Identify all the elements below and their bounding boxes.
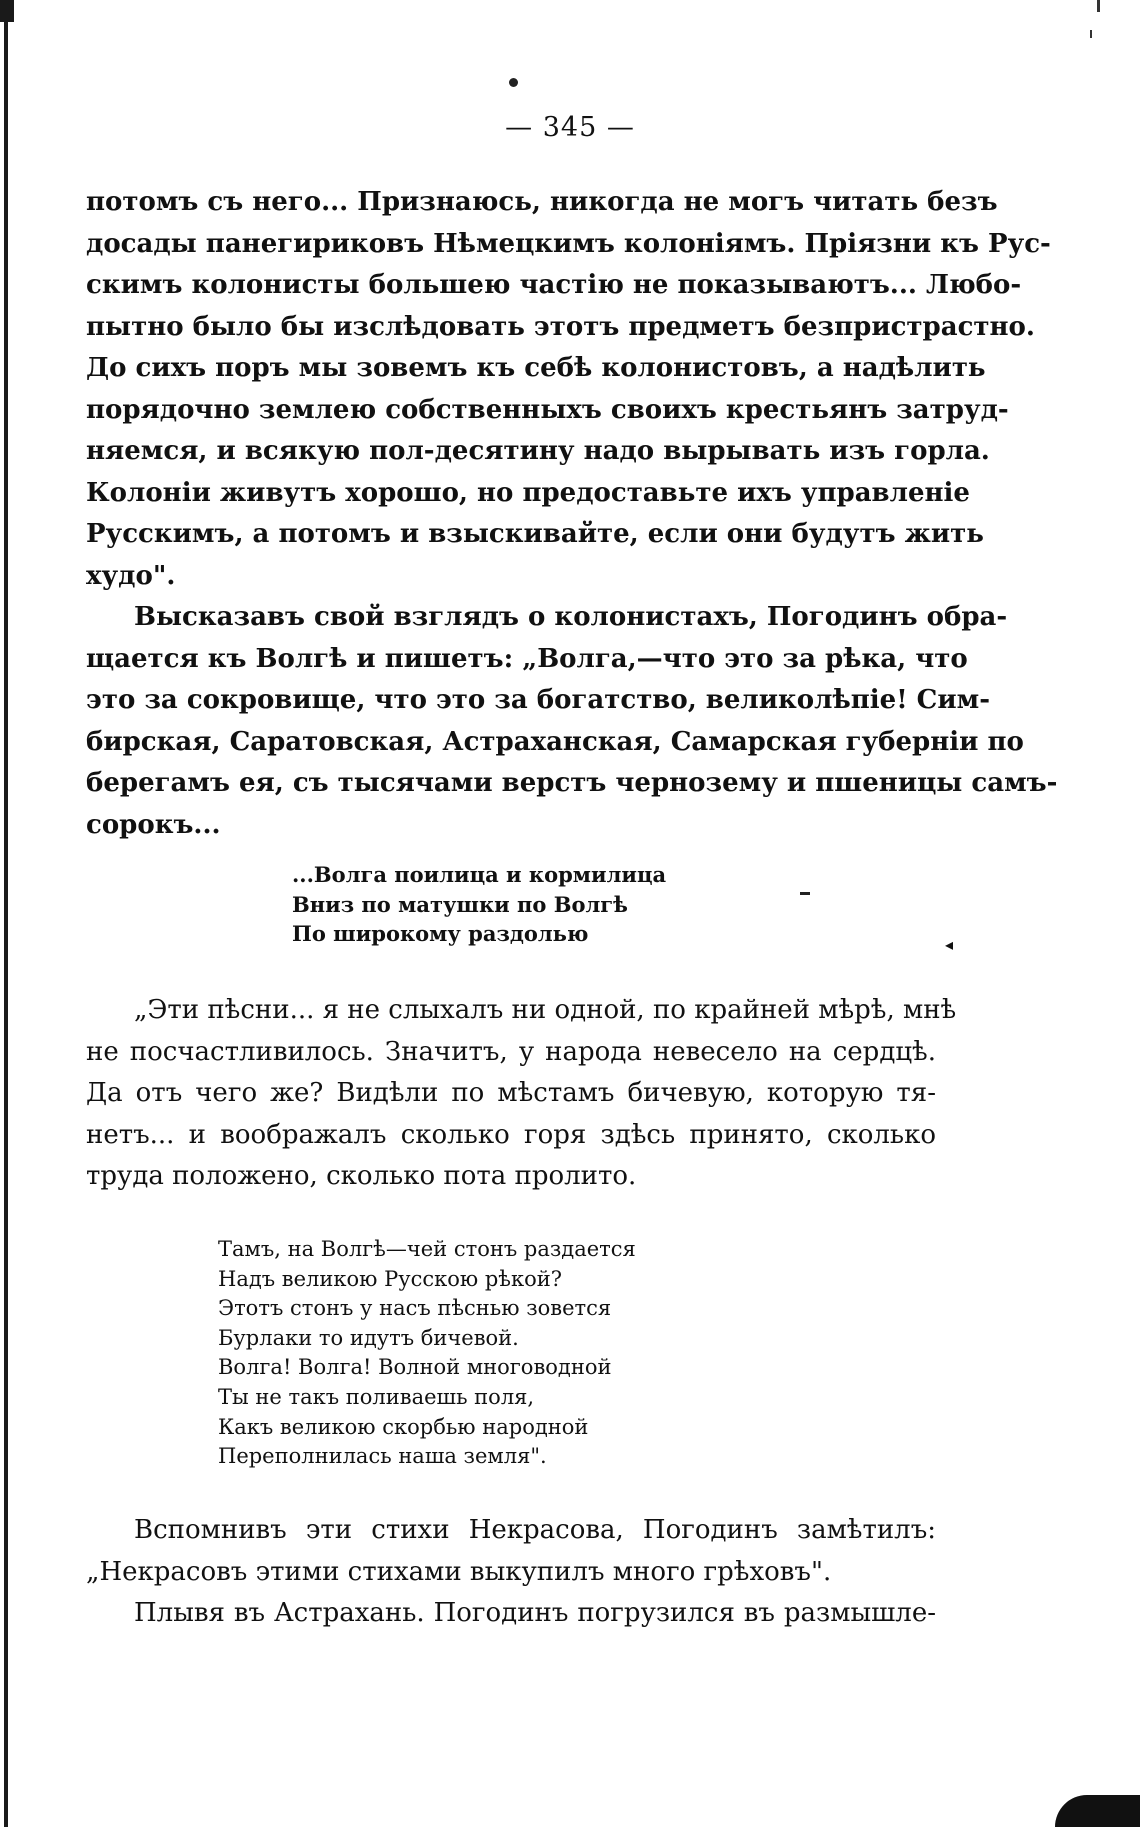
text-line: скимъ колонисты большею частію не показываютъ... Любо- <box>86 270 1022 300</box>
text-line: это за сокровище, что это за богатство, великолѣпіе! Сим- <box>86 685 991 715</box>
corner-mark <box>0 0 14 22</box>
verse-line: Бурлаки то идутъ бичевой. <box>218 1325 519 1350</box>
paragraph-3 <box>86 990 957 1198</box>
page-edge-rule <box>4 0 8 1827</box>
verse-line: Переполнилась наша земля". <box>218 1444 547 1469</box>
text-line: потомъ съ него... Признаюсь, никогда не могъ читать безъ <box>86 187 998 217</box>
text-line: „Эти пѣсни... я не слыхалъ ни одной, по крайней мѣрѣ, мнѣ <box>134 995 957 1025</box>
verse-line: Ты не такъ поливаешь поля, <box>218 1384 535 1409</box>
text-line: Да отъ чего же? Видѣли по мѣстамъ бичевую, которую тя- <box>86 1078 936 1108</box>
text-line: „Некрасовъ этими стихами выкупилъ много грѣховъ". <box>86 1556 832 1587</box>
ink-tick <box>1090 30 1092 38</box>
verse-line: Тамъ, на Волгѣ—чей стонъ раздается <box>218 1237 636 1261</box>
text-line: няемся, и всякую пол-десятину надо вырывать изъ горла. <box>86 436 990 466</box>
verse-block-2 <box>218 1235 636 1472</box>
text-line: нетъ... и воображалъ сколько горя здѣсь принято, сколько <box>86 1119 936 1150</box>
text-line: До сихъ поръ мы зовемъ къ себѣ колонистовъ, а надѣлить <box>86 353 986 383</box>
text-line: досады панегириковъ Нѣмецкимъ колоніямъ. Пріязни къ Рус- <box>86 228 1051 259</box>
page-number: — 345 — <box>505 112 635 143</box>
text-line: бирская, Саратовская, Астраханская, Самарская губерніи по <box>86 726 1024 757</box>
verse-line: Волга! Волга! Волной многоводной <box>218 1355 612 1380</box>
text-line: берегамъ ея, съ тысячами верстъ чернозему и пшеницы самъ- <box>86 768 1058 798</box>
scan-smudge <box>1055 1795 1140 1827</box>
text-line: сорокъ... <box>86 809 221 840</box>
margin-mark-icon: ◂ <box>945 935 954 954</box>
paragraph-2 <box>86 597 1058 846</box>
text-line: Вспомнивъ эти стихи Некрасова, Погодинъ замѣтилъ: <box>134 1515 936 1545</box>
verse-line: По широкому раздолью <box>292 921 589 946</box>
text-line: Колоніи живутъ хорошо, но предоставьте ихъ управленіе <box>86 477 970 508</box>
verse-line: ...Волга поилица и кормилица <box>292 862 667 887</box>
text-line: порядочно землею собственныхъ своихъ крестьянъ затруд- <box>86 394 1009 425</box>
verse-block-1 <box>292 860 666 949</box>
paragraph-1 <box>86 182 1051 597</box>
verse-line: Какъ великою скорбью народной <box>218 1414 589 1439</box>
ink-dot <box>509 78 518 87</box>
verse-line: Надъ великою Русскою рѣкой? <box>218 1266 562 1291</box>
paragraph-4 <box>86 1510 936 1593</box>
text-line: худо". <box>86 560 176 591</box>
paragraph-5 <box>86 1593 936 1635</box>
text-line: труда положено, сколько пота пролито. <box>86 1161 637 1191</box>
verse-line: Вниз по матушки по Волгѣ <box>292 891 628 917</box>
text-line: Высказавъ свой взглядъ о колонистахъ, Погодинъ обра- <box>134 602 1008 632</box>
text-line: Русскимъ, а потомъ и взыскивайте, если они будутъ жить <box>86 519 984 549</box>
ink-dash <box>800 892 810 895</box>
text-line: щается къ Волгѣ и пишетъ: „Волга,—что это за рѣка, что <box>86 643 968 674</box>
text-line: пытно было бы изслѣдовать этотъ предметъ безпристрастно. <box>86 311 1035 342</box>
ink-tick <box>1097 0 1100 12</box>
verse-line: Этотъ стонъ у насъ пѣснью зовется <box>218 1296 612 1321</box>
text-line: не посчастливилось. Значитъ, у народа невесело на сердцѣ. <box>86 1036 936 1067</box>
text-line: Плывя въ Астрахань. Погодинъ погрузился въ размышле- <box>134 1598 936 1628</box>
